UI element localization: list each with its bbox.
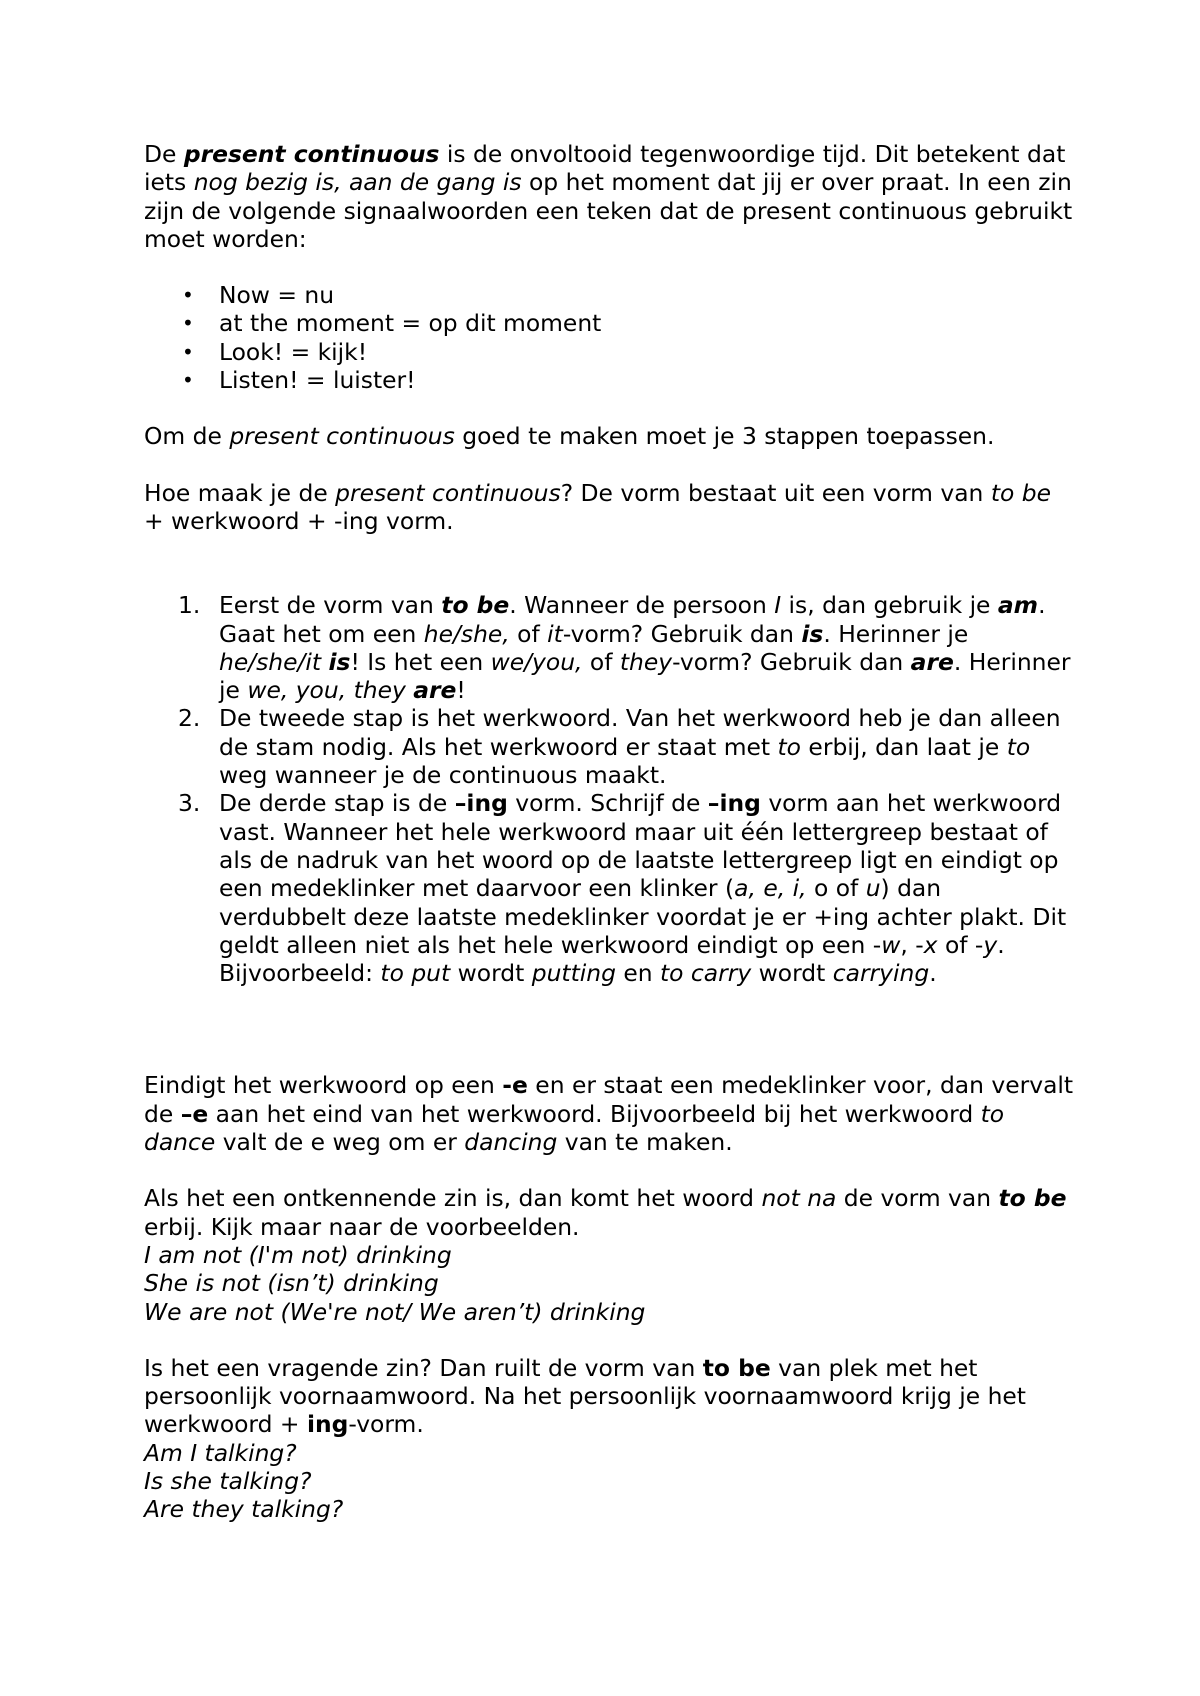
negative-example: She is not (isn’t) drinking [144, 1269, 439, 1298]
step-item-2: 2. De tweede stap is het werkwoord. Van het werkwoord heb je dan alleen de stam nodig. Als het werkwoord er staat met to erbij, dan laat je to weg wanneer je de continuous maakt. [178, 704, 1061, 790]
steps-intro-paragraph: Om de present continuous goed te maken moet je 3 stappen toepassen. [144, 422, 995, 451]
list-item: • Listen! = luister! [182, 366, 416, 395]
bullet-icon: • [182, 368, 194, 393]
step-number: 2. [178, 704, 201, 733]
steps-list [144, 591, 1074, 987]
question-example: Is she talking? [144, 1466, 312, 1495]
signal-words-list [144, 281, 1074, 394]
question-example: Are they talking? [144, 1495, 344, 1524]
step-item-1: 1. Eerst de vorm van to be. Wanneer de persoon I is, dan gebruik je am. Gaat het om een he/she, of it-vorm? Gebruik dan is. Herinner je he/she/it is! Is het een we/you, of they-vorm? Gebruik dan are. Herinner je we, you, they are! [178, 591, 1071, 705]
step-number: 3. [178, 789, 201, 818]
intro-term: present continuous [183, 140, 440, 168]
bullet-icon: • [182, 339, 194, 364]
e-rule-paragraph: Eindigt het werkwoord op een -e en er staat een medeklinker voor, dan vervalt de –e aan het eind van het werkwoord. Bijvoorbeeld bij het werkwoord to dance valt de e weg om er dancing van te maken. [144, 1071, 1074, 1157]
intro-text-3: op het moment dat jij er over praat. In een zin zijn de volgende signaalwoorden een teken dat de present continuous gebruikt moet worden: [144, 168, 1073, 253]
how-paragraph: Hoe maak je de present continuous? De vorm bestaat uit een vorm van to be + werkwoord + -ing vorm. [144, 478, 1051, 535]
list-item: • Now = nu [182, 281, 335, 310]
step-item-3: 3. De derde stap is de –ing vorm. Schrijf de –ing vorm aan het werkwoord vast. Wanneer het hele werkwoord maar uit één lettergreep bestaat of als de nadruk van het woord op de laatste lettergreep ligt en eindigt op een medeklinker met daarvoor een klinker (a, e, i, o of u) dan verdubbelt deze laatste medeklinker voordat je er +ing achter plakt. Dit geldt alleen niet als het hele werkwoord eindigt op een -w, -x of -y. Bijvoorbeeld: to put wordt putting en to carry wordt carrying. [178, 789, 1067, 988]
negative-paragraph: Als het een ontkennende zin is, dan komt het woord not na de vorm van to be erbij. Kijk maar naar de voorbeelden. [144, 1184, 1067, 1241]
bullet-icon: • [182, 311, 194, 336]
bullet-icon: • [182, 283, 194, 308]
intro-paragraph [144, 140, 1074, 253]
negative-example: We are not (We're not/ We aren’t) drinking [144, 1297, 646, 1326]
question-example: Am I talking? [144, 1438, 297, 1467]
question-paragraph: Is het een vragende zin? Dan ruilt de vorm van to be van plek met het persoonlijk voornaamwoord. Na het persoonlijk voornaamwoord krijg je het werkwoord + ing-vorm. [144, 1353, 1026, 1439]
document-page [144, 140, 1074, 1524]
list-item: • Look! = kijk! [182, 337, 368, 366]
list-item: • at the moment = op dit moment [182, 309, 602, 338]
intro-text-1: De [144, 140, 184, 168]
intro-emphasis: nog bezig is, aan de gang is [193, 168, 522, 197]
intro-text-2: is de onvoltooid tegenwoordige tijd. Dit betekent dat iets [144, 140, 1066, 197]
step-number: 1. [178, 591, 201, 620]
negative-example: I am not (I'm not) drinking [144, 1240, 452, 1269]
